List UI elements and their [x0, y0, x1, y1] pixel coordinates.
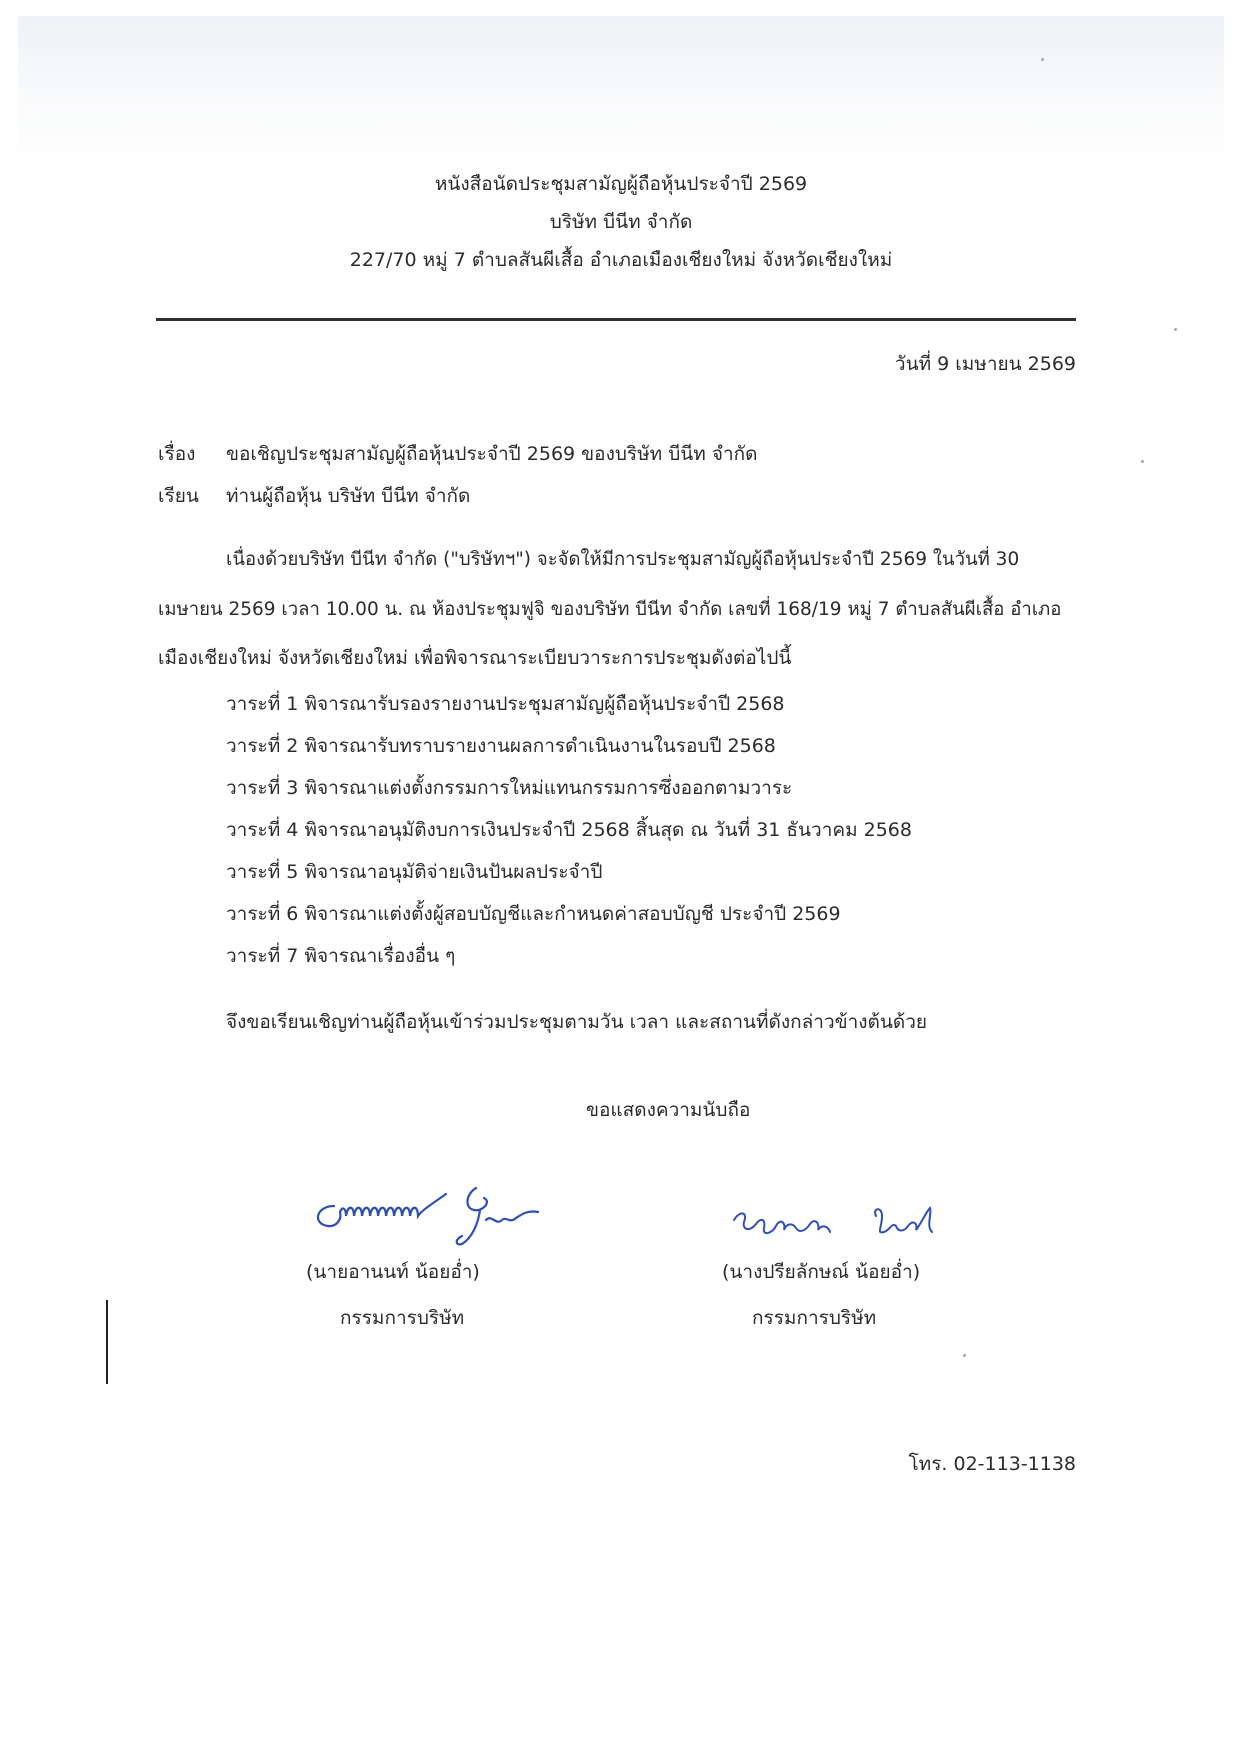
closing-text: จึงขอเรียนเชิญท่านผู้ถือหุ้นเข้าร่วมประชุมตามวัน เวลา และสถานที่ดังกล่าวข้างต้นด้วย	[226, 1011, 928, 1033]
agenda-item: วาระที่ 6 พิจารณาแต่งตั้งผู้สอบบัญชีและกำหนดค่าสอบบัญชี ประจำปี 2569	[226, 903, 841, 925]
agenda-item: วาระที่ 7 พิจารณาเรื่องอื่น ๆ	[226, 945, 456, 967]
agenda-item: วาระที่ 2 พิจารณารับทราบรายงานผลการดำเนินงานในรอบปี 2568	[226, 735, 776, 757]
agenda-item: วาระที่ 4 พิจารณาอนุมัติงบการเงินประจำปี 2568 สิ้นสุด ณ วันที่ 31 ธันวาคม 2568	[226, 819, 912, 841]
header-divider	[156, 318, 1076, 321]
scan-speck	[963, 1354, 966, 1357]
agenda-item: วาระที่ 1 พิจารณารับรองรายงานประชุมสามัญผู้ถือหุ้นประจำปี 2568	[226, 693, 785, 715]
recipient-text: ท่านผู้ถือหุ้น บริษัท บีนีท จำกัด	[226, 485, 471, 507]
signatory-2-name: (นางปรียลักษณ์ น้อยอ่ำ)	[722, 1261, 921, 1283]
body-line-3: เมืองเชียงใหม่ จังหวัดเชียงใหม่ เพื่อพิจารณาระเบียบวาระการประชุมดังต่อไปนี้	[158, 647, 792, 669]
signatory-2-title: กรรมการบริษัท	[752, 1307, 877, 1329]
recipient-label: เรียน	[158, 485, 199, 507]
letterhead-title: หนังสือนัดประชุมสามัญผู้ถือหุ้นประจำปี 2569	[434, 173, 808, 195]
agenda-item: วาระที่ 3 พิจารณาแต่งตั้งกรรมการใหม่แทนกรรมการซึ่งออกตามวาระ	[226, 777, 793, 799]
scan-speck	[1041, 58, 1044, 61]
letter-date: วันที่ 9 เมษายน 2569	[894, 353, 1076, 375]
body-line-1: เนื่องด้วยบริษัท บีนีท จำกัด ("บริษัทฯ") จะจัดให้มีการประชุมสามัญผู้ถือหุ้นประจำปี 2569 ในวันที่ 30	[226, 549, 1020, 570]
body-line-2: เมษายน 2569 เวลา 10.00 น. ณ ห้องประชุมฟูจิ ของบริษัท บีนีท จำกัด เลขที่ 168/19 หมู่ 7 ตำบลสันผีเสื้อ อำเภอ	[158, 599, 1062, 620]
signature-2	[726, 1198, 956, 1258]
letterhead-company: บริษัท บีนีท จำกัด	[549, 211, 693, 233]
agenda-item: วาระที่ 5 พิจารณาอนุมัติจ่ายเงินปันผลประจำปี	[226, 861, 603, 883]
letterhead-address: 227/70 หมู่ 7 ตำบลสันผีเสื้อ อำเภอเมืองเชียงใหม่ จังหวัดเชียงใหม่	[349, 249, 893, 271]
phone-number: โทร. 02-113-1138	[908, 1453, 1076, 1475]
document-page	[18, 16, 1224, 1738]
regards-text: ขอแสดงความนับถือ	[586, 1099, 751, 1121]
signatory-1-name: (นายอานนท์ น้อยอ่ำ)	[306, 1261, 480, 1283]
margin-line	[106, 1300, 108, 1384]
subject-text: ขอเชิญประชุมสามัญผู้ถือหุ้นประจำปี 2569 ของบริษัท บีนีท จำกัด	[226, 443, 758, 465]
subject-label: เรื่อง	[158, 443, 196, 465]
scan-speck	[1141, 460, 1144, 463]
signature-1	[306, 1180, 566, 1250]
signatory-1-title: กรรมการบริษัท	[340, 1307, 465, 1329]
scan-speck	[1174, 328, 1177, 331]
